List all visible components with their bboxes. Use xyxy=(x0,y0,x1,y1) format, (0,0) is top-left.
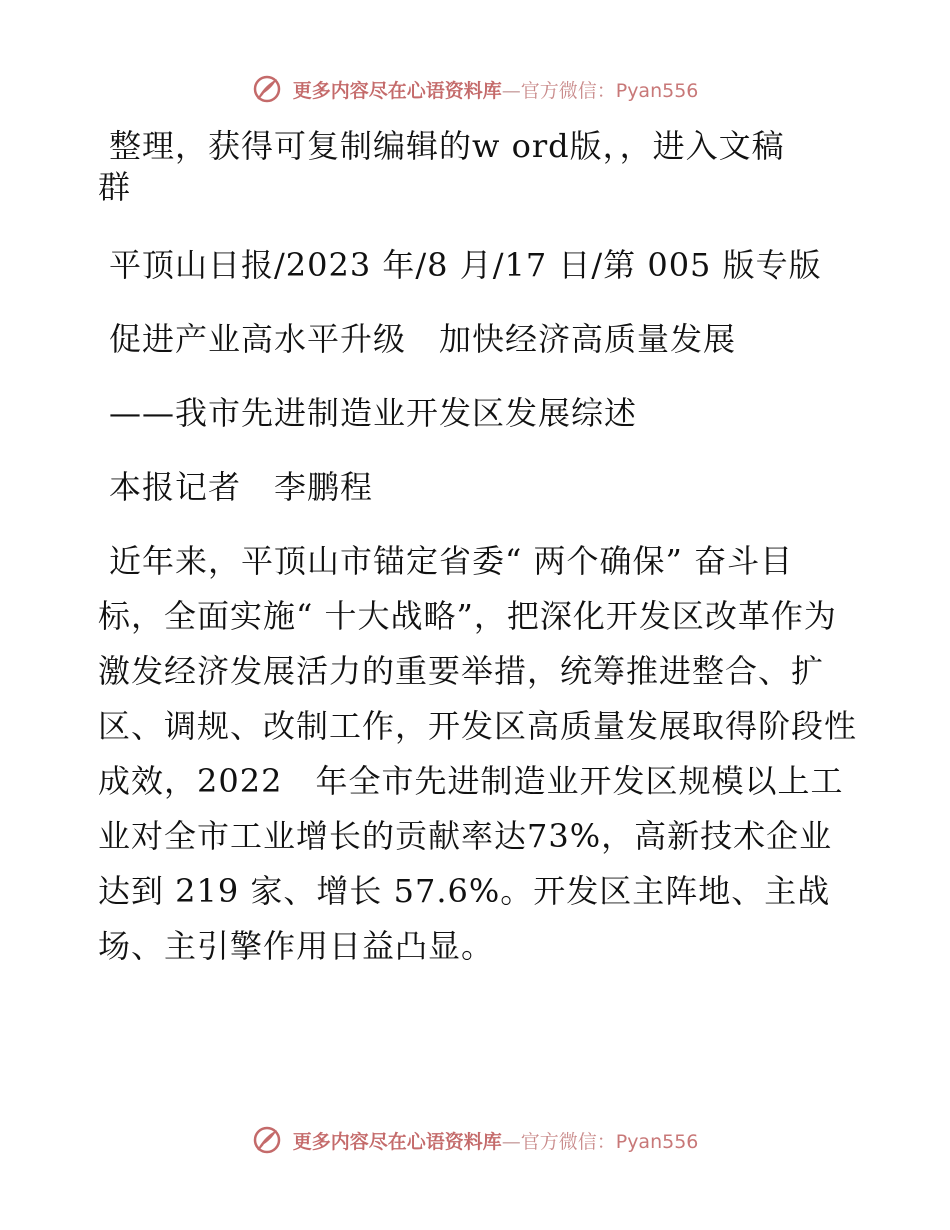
header-banner xyxy=(0,70,950,110)
intro-line-1: 整理，获得可复制编辑的w ord版，，进入文稿 xyxy=(109,127,785,165)
banner-wechat-label: 官方微信： xyxy=(520,1130,616,1153)
banner-wechat-id: Pyan556 xyxy=(615,79,699,102)
banner-separator: — xyxy=(501,1130,521,1153)
source-line: 平顶山日报/2023 年/8 月/17 日/第 005 版专版 xyxy=(109,246,822,284)
banner-main: 更多内容尽在心语资料库 xyxy=(292,1130,502,1153)
document-body xyxy=(98,120,858,1006)
banner-wechat-label: 官方微信： xyxy=(520,79,616,102)
subheadline: ——我市先进制造业开发区发展综述 xyxy=(109,394,638,432)
byline: 本报记者 李鹏程 xyxy=(109,468,374,506)
banner-main: 更多内容尽在心语资料库 xyxy=(292,79,502,102)
banner-text xyxy=(293,1122,699,1162)
headline: 促进产业高水平升级 加快经济高质量发展 xyxy=(109,320,737,358)
banner-text xyxy=(293,71,699,111)
intro-line-2: 群 xyxy=(98,168,132,206)
footer-banner xyxy=(0,1121,950,1161)
quill-logo-icon xyxy=(252,1125,282,1155)
banner-wechat-id: Pyan556 xyxy=(615,1130,699,1153)
quill-logo-icon xyxy=(252,74,282,104)
body-paragraph: 近年来，平顶山市锚定省委“ 两个确保” 奋斗目标，全面实施“ 十大战略”，把深化开发区改革作为激发经济发展活力的重要举措，统筹推进整合、扩区、调规、改制工作，开发区高质量发展取得阶段性成效，2022 年全市先进制造业开发区规模以上工业对全市工业增长的贡献率达73%，高新技术企业达到 219 家、增长 57.6%。开发区主阵地、主战场、主引擎作用日益凸显。 xyxy=(98,542,858,965)
banner-separator: — xyxy=(501,79,521,102)
